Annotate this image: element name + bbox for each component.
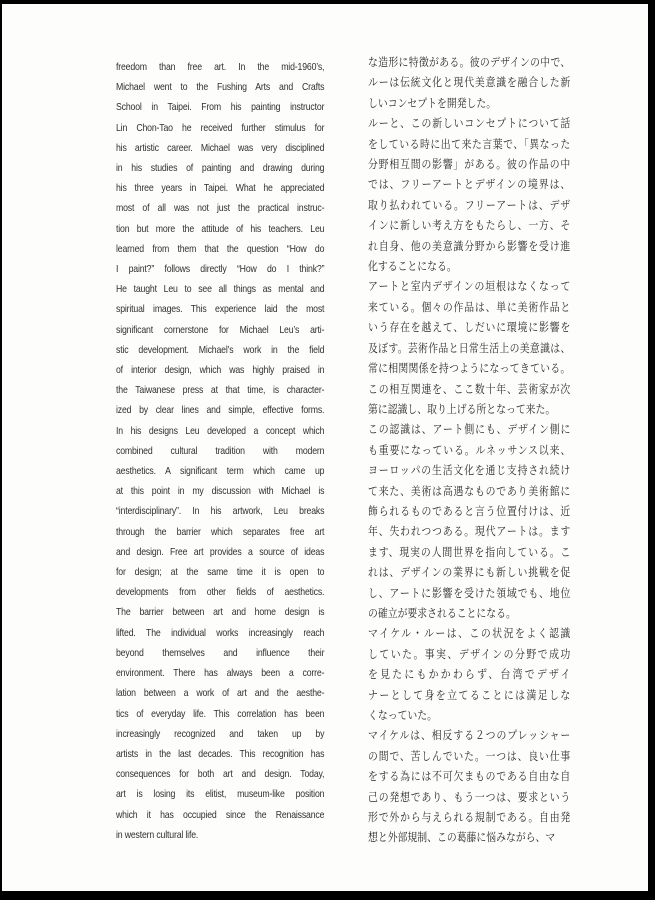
text-line: of interior design, which was highly praised in xyxy=(116,365,325,377)
text-line: developments from other fields of aesthetics. xyxy=(116,587,325,599)
text-line: consequences for both art and design. Today, xyxy=(116,769,325,781)
text-line: his artistic career. Michael was very disciplined xyxy=(116,142,325,154)
text-line: 飾られるものであると言う位置付けは、近 xyxy=(368,504,571,518)
text-line: し、アートに影響を受けた領域でも、地位 xyxy=(368,586,571,600)
text-line: くなっていた。 xyxy=(368,709,437,722)
text-line: and design. Free art provides a source of ideas xyxy=(116,546,325,558)
text-line: をしている時に出て来た言葉で、「異なった xyxy=(368,137,571,151)
text-line: I paint?” follows directly “How do I think?” xyxy=(116,264,325,276)
text-line: He taught Leu to see all things as mental and xyxy=(116,284,325,296)
text-line: な造形に特徴がある。彼のデザインの中で、 xyxy=(368,56,571,69)
text-line: 想と外部規制、この葛藤に悩みながら、マ xyxy=(368,831,556,845)
text-line: インに新しい考え方をもたらし、一方、そ xyxy=(368,219,571,233)
text-line: 常に相関関係を持つようになってきている。 xyxy=(368,362,571,376)
text-line: significant cornerstone for Michael Leu’s arti- xyxy=(116,324,325,336)
text-line: art is losing its elitist, museum-like position xyxy=(116,789,325,801)
text-line: aesthetics. A significant term which came up xyxy=(116,466,325,478)
page-sheet xyxy=(2,4,648,891)
text-line: in western cultural life. xyxy=(116,829,199,841)
text-line: を見たにもかかわらず、台湾でデザイ xyxy=(368,668,571,682)
text-line: Lin Chon-Tao he received further stimulus for xyxy=(116,122,325,134)
text-line: していた。事実、デザインの分野で成功 xyxy=(368,647,571,661)
text-line: も重要になっている。ルネッサンス以来、 xyxy=(368,443,571,457)
text-line: この相互関連を、ここ数十年、芸術家が次 xyxy=(368,382,571,396)
text-line: れは、デザインの業界にも新しい挑戦を促 xyxy=(368,566,571,580)
text-line: マイケルは、相反する２つのプレッシャー xyxy=(368,729,571,743)
text-line: spiritual images. This experience laid the most xyxy=(116,304,325,316)
text-line: which it has occupied since the Renaissance xyxy=(116,809,325,821)
text-line: この認識は、アート側にも、デザイン側に xyxy=(368,423,571,437)
text-line: lation between a work of art and the aesthe- xyxy=(116,688,325,700)
text-line: マイケル・ルーは、この状況をよく認識 xyxy=(368,627,571,641)
text-line: increasingly recognized and taken up by xyxy=(116,728,325,740)
text-line: ized by clear lines and simple, effective forms. xyxy=(116,405,325,417)
text-line: artists in the last decades. This recognition has xyxy=(116,748,325,760)
text-line: Michael went to the Fushing Arts and Crafts xyxy=(116,82,325,94)
text-line: ナーとして身を立てることには満足しな xyxy=(368,688,571,702)
text-line: learned from them that the question “How do xyxy=(116,243,325,255)
text-line: 及ぼす。芸術作品と日常生活上の美意識は、 xyxy=(368,341,571,355)
japanese-text-column xyxy=(368,53,570,849)
text-line: tion but more the attitude of his teachers. Leu xyxy=(116,223,325,235)
text-line: では、フリーアートとデザインの境界は、 xyxy=(368,178,571,192)
text-line: most of all was not just the practical instruc- xyxy=(116,203,325,215)
text-line: 来ている。個々の作品は、単に美術作品と xyxy=(368,300,571,314)
text-line: 分野相互間の影響」がある。彼の作品の中 xyxy=(368,158,571,172)
text-line: て来た、美術は高遇なものであり美術館に xyxy=(368,484,571,498)
text-line: combined cultural tradition with modern xyxy=(116,445,325,457)
text-line: 形で外から与えられる規制である。自由発 xyxy=(368,811,571,825)
text-line: environment. There has always been a corre- xyxy=(116,668,325,680)
text-line: 化することになる。 xyxy=(368,260,457,274)
text-line: ルーは伝統文化と現代美意識を融合した新 xyxy=(368,76,571,90)
text-line: lifted. The individual works increasingly reach xyxy=(116,627,325,639)
text-line: his three years in Taipei. What he appreciated xyxy=(116,183,325,195)
text-line: 第に認識し、取り上げる所となって来た。 xyxy=(368,402,556,416)
text-line: School in Taipei. From his painting instructor xyxy=(116,102,325,114)
text-line: ルーと、この新しいコンセプトについて話 xyxy=(368,117,571,131)
text-line: beyond themselves and influence their xyxy=(116,647,325,659)
text-line: の間で、苦しんでいた。一つは、良い仕事 xyxy=(368,749,571,763)
text-line: をする為には不可欠まものである自由な自 xyxy=(368,770,571,784)
text-line: 取り払われている。フリーアートは、デザ xyxy=(368,198,571,212)
text-line: the Taiwanese press at that time, is character- xyxy=(116,385,325,397)
text-line: for design; at the same time it is open to xyxy=(116,567,325,579)
text-line: アートと室内デザインの垣根はなくなって xyxy=(368,280,571,294)
text-line: いう存在を越えて、しだいに環境に影響を xyxy=(368,321,571,335)
text-line: at this point in my discussion with Michael is xyxy=(116,486,325,498)
text-line: The barrier between art and home design is xyxy=(116,607,325,619)
text-line: stic development. Michael’s work in the field xyxy=(116,344,325,356)
text-line: の確立が要求されることになる。 xyxy=(368,606,516,620)
text-line: れ自身、他の美意識分野から影響を受け進 xyxy=(368,239,571,253)
text-line: in his studies of painting and drawing during xyxy=(116,163,325,175)
text-line: through the barrier which separates free art xyxy=(116,526,325,538)
text-line: 己の発想であり、もう一つは、要求という xyxy=(368,790,571,804)
text-line: ヨーロッパの生活文化を通じ支持され続け xyxy=(368,464,571,478)
text-line: しいコンセプトを開発した。 xyxy=(368,96,497,110)
text-line: ます、現実の人間世界を指向している。こ xyxy=(368,545,571,559)
text-line: tics of everyday life. This correlation has been xyxy=(116,708,325,720)
text-line: “interdisciplinary”. In his artwork, Leu breaks xyxy=(116,506,325,518)
english-text-column xyxy=(116,58,324,846)
text-line: 年、失われつつある。現代アートは。ます xyxy=(368,525,571,539)
text-line: In his designs Leu developed a concept which xyxy=(116,425,325,437)
text-line: freedom than free art. In the mid-1960’s, xyxy=(116,62,325,73)
